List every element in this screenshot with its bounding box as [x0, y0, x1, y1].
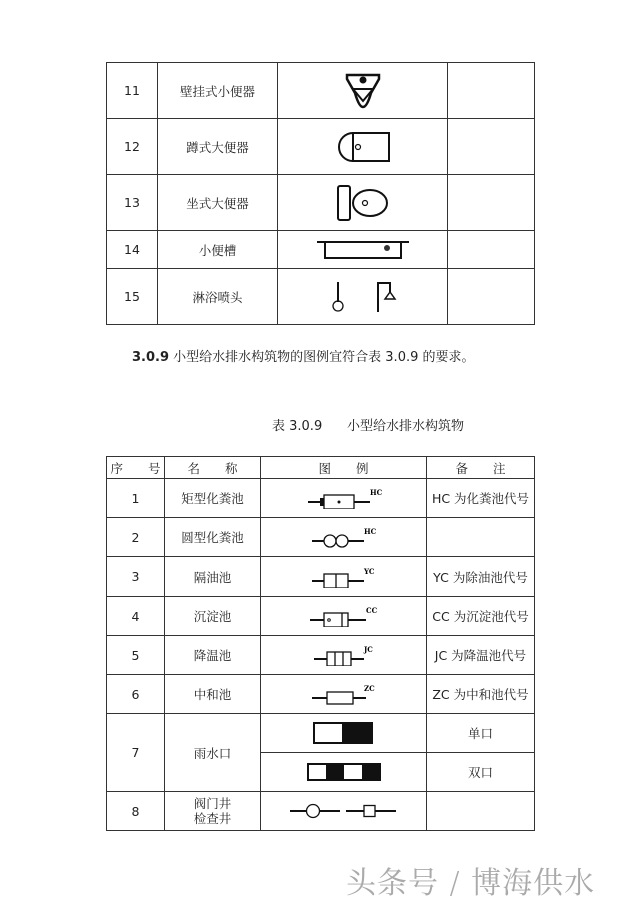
double-inlet-icon [261, 753, 427, 792]
row-number: 5 [107, 636, 165, 675]
row-name: 蹲式大便器 [158, 119, 278, 175]
squat-toilet-icon [278, 119, 448, 175]
row-number: 4 [107, 597, 165, 636]
header-name: 名 称 [165, 457, 261, 479]
row-note [448, 119, 535, 175]
clause-paragraph [132, 346, 475, 365]
row-note: JC 为降温池代号 [427, 636, 535, 675]
single-inlet-icon [261, 714, 427, 753]
urinal-trough-icon [278, 231, 448, 269]
caption-title: 小型给水排水构筑物 [347, 419, 465, 434]
header-note: 备 注 [427, 457, 535, 479]
table-row [107, 792, 535, 831]
table-row [107, 479, 535, 518]
round-septic-tank-icon [261, 518, 427, 557]
row-note: CC 为沉淀池代号 [427, 597, 535, 636]
row-number: 6 [107, 675, 165, 714]
row-number: 1 [107, 479, 165, 518]
table-row [107, 557, 535, 597]
table-row [107, 597, 535, 636]
row-name: 壁挂式小便器 [158, 63, 278, 119]
row-note [448, 175, 535, 231]
rect-septic-tank-icon [261, 479, 427, 518]
fixtures-table [106, 62, 535, 325]
table-row [107, 231, 535, 269]
row-name: 圆型化粪池 [165, 518, 261, 557]
table-row [107, 175, 535, 231]
symbol-code: ZC [363, 684, 375, 693]
sedimentation-tank-icon [261, 597, 427, 636]
valve-inspection-well-icon [261, 792, 427, 831]
symbol-code: HC [369, 488, 382, 497]
cooling-tank-icon [261, 636, 427, 675]
table-row [107, 518, 535, 557]
table-row [107, 119, 535, 175]
row-name: 沉淀池 [165, 597, 261, 636]
row-number: 11 [107, 63, 158, 119]
row-note: ZC 为中和池代号 [427, 675, 535, 714]
row-note: HC 为化粪池代号 [427, 479, 535, 518]
grease-trap-icon [261, 557, 427, 597]
table-row [107, 714, 535, 753]
wall-urinal-icon [278, 63, 448, 119]
row-name: 隔油池 [165, 557, 261, 597]
symbol-code: CC [365, 606, 377, 615]
structures-table [106, 456, 535, 831]
row-number: 8 [107, 792, 165, 831]
shower-head-icon [278, 269, 448, 325]
watermark: 头条号 / 博海供水 [346, 866, 596, 901]
symbol-code: HC [363, 527, 376, 536]
table-row [107, 269, 535, 325]
row-number: 13 [107, 175, 158, 231]
row-number: 15 [107, 269, 158, 325]
row-note [448, 231, 535, 269]
valve-well-label: 阀门井 [193, 796, 232, 811]
table-row [107, 636, 535, 675]
row-note: YC 为除油池代号 [427, 557, 535, 597]
table-caption [272, 415, 464, 434]
table-row [107, 675, 535, 714]
row-number: 12 [107, 119, 158, 175]
row-name: 淋浴喷头 [158, 269, 278, 325]
inspection-well-label: 检查井 [193, 811, 232, 826]
row-number: 7 [107, 714, 165, 792]
row-note [448, 63, 535, 119]
header-symbol: 图 例 [261, 457, 427, 479]
row-name: 小便槽 [158, 231, 278, 269]
row-name: 坐式大便器 [158, 175, 278, 231]
row-name: 矩型化粪池 [165, 479, 261, 518]
row-number: 14 [107, 231, 158, 269]
table-row [107, 63, 535, 119]
caption-label: 表 3.0.9 [272, 419, 323, 434]
row-number: 3 [107, 557, 165, 597]
sitting-toilet-icon [278, 175, 448, 231]
row-number: 2 [107, 518, 165, 557]
table-header [107, 457, 535, 479]
row-name: 雨水口 [165, 714, 261, 792]
row-note: 单口 [427, 714, 535, 753]
symbol-code: YC [363, 566, 374, 576]
clause-text: 小型给水排水构筑物的图例宜符合表 3.0.9 的要求。 [173, 350, 475, 365]
row-name: 降温池 [165, 636, 261, 675]
row-note [427, 518, 535, 557]
row-name: 中和池 [165, 675, 261, 714]
clause-number: 3.0.9 [132, 350, 170, 365]
row-note [427, 792, 535, 831]
header-number: 序 号 [107, 457, 165, 479]
row-note: 双口 [427, 753, 535, 792]
symbol-code: JC [363, 645, 373, 654]
row-note [448, 269, 535, 325]
row-name [165, 792, 261, 831]
neutralization-tank-icon [261, 675, 427, 714]
